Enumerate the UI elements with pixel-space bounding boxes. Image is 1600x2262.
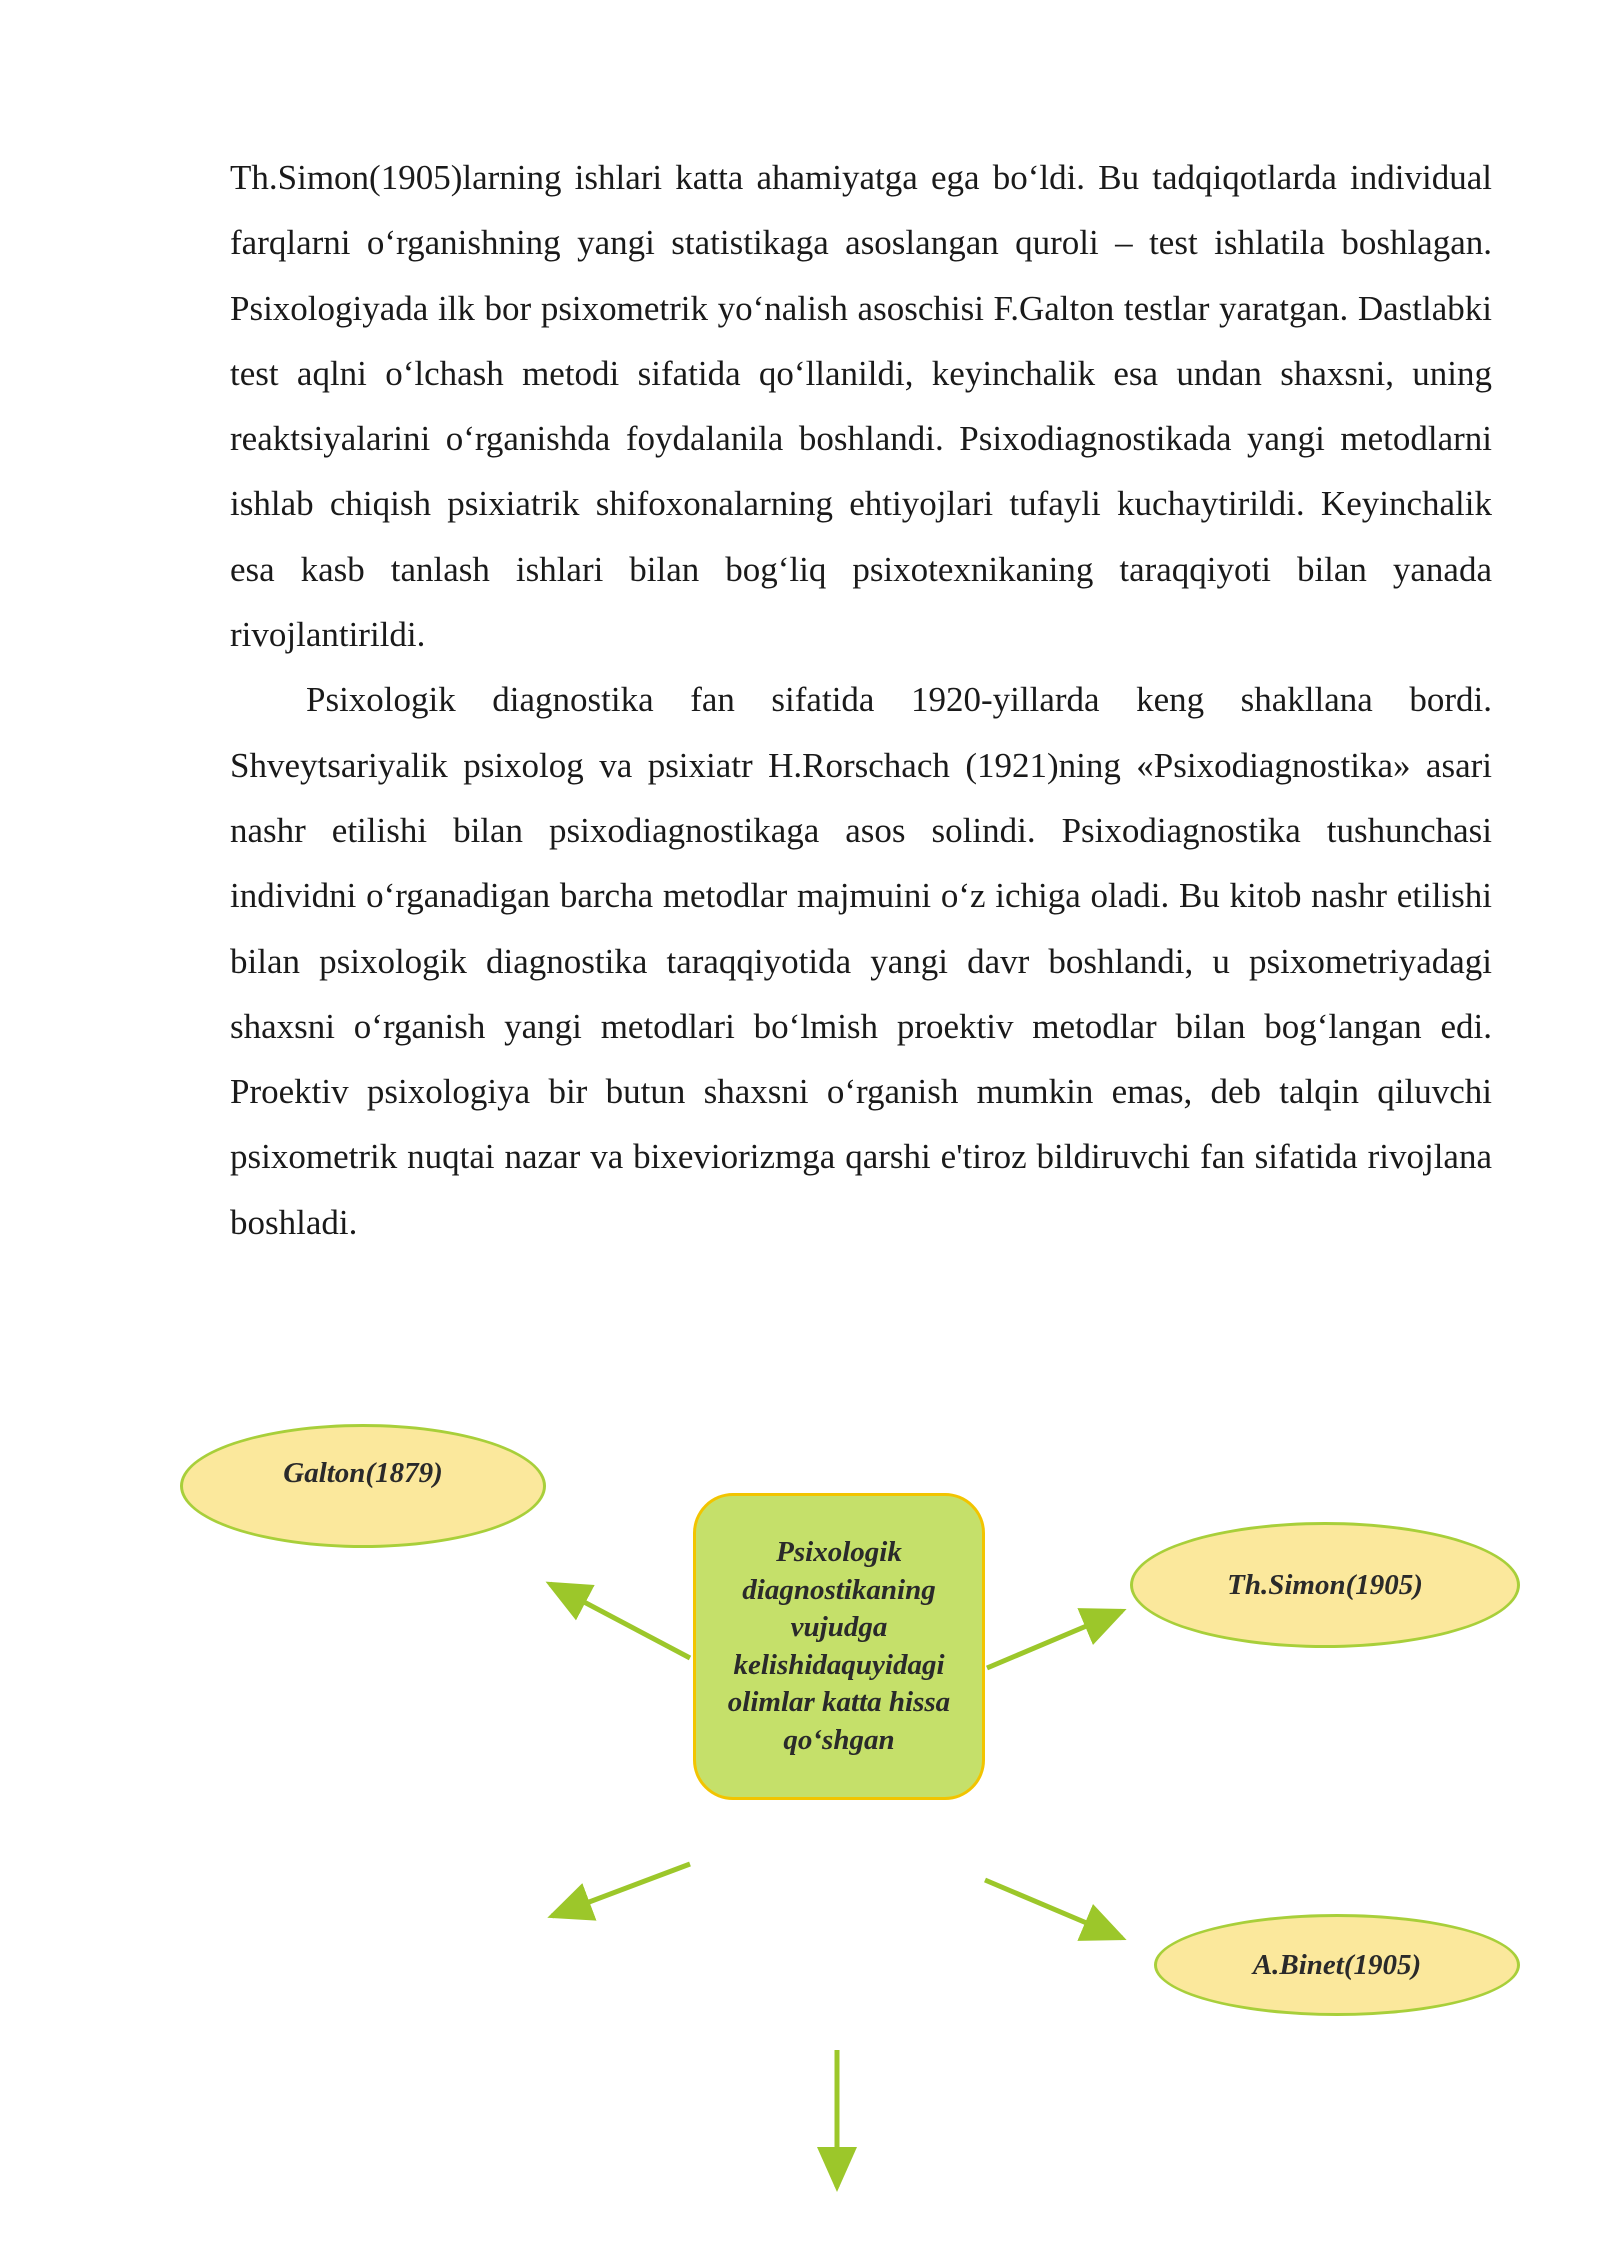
paragraph-1: Th.Simon(1905)larning ishlari katta ahamiyatga ega bo‘ldi. Bu tadqiqotlarda individual farqlarni o‘rganishning yangi statistikaga asoslangan quroli – test ishlatila boshlagan. Psixologiyada ilk bor psixometrik yo‘nalish asoschisi F.Galton testlar yaratgan. Dastlabki test aqlni o‘lchash metodi sifatida qo‘llanildi, keyinchalik esa undan shaxsni, uning reaktsiyalarini o‘rganishda foydalanila boshlandi. Psixodiagnostikada yangi metodlarni ishlab chiqish psixiatrik shifoxonalarning ehtiyojlari tufayli kuchaytirildi. Keyinchalik esa kasb tanlash ishlari bilan bog‘liq psixotexnikaning taraqqiyoti bilan yanada rivojlantirildi. bbox=[230, 158, 1492, 655]
arrow-to-binet bbox=[985, 1880, 1122, 1938]
center-node-label: Psixologik diagnostikaning vujudga kelishidaquyidagi olimlar katta hissa qo‘shgan bbox=[727, 1536, 951, 1756]
arrow-lower-left bbox=[552, 1864, 690, 1916]
paragraph-2: Psixologik diagnostika fan sifatida 1920-yillarda keng shakllana bordi. Shveytsariyalik psixolog va psixiatr H.Rorschach (1921)ning «Psixodiagnostika» asari nashr etilishi bilan psixodiagnostikaga asos solindi. Psixodiagnostika tushunchasi individni o‘rganadigan barcha metodlar majmuini o‘z ichiga oladi. Bu kitob nashr etilishi bilan psixologik diagnostika taraqqiyotida yangi davr boshlandi, u psixometriyadagi shaxsni o‘rganish yangi metodlari bo‘lmish proektiv metodlar bilan bog‘langan edi. Proektiv psixologiya bir butun shaxsni o‘rganish mumkin emas, deb talqin qiluvchi psixometrik nuqtai nazar va bixeviorizmga qarshi e'tiroz bildiruvchi fan sifatida rivojlana boshladi. bbox=[230, 680, 1492, 1242]
center-node bbox=[693, 1493, 985, 1800]
arrow-to-simon bbox=[987, 1611, 1122, 1668]
arrow-to-galton bbox=[550, 1584, 690, 1658]
node-binet bbox=[1154, 1914, 1520, 2016]
node-galton bbox=[180, 1424, 546, 1548]
node-simon-label: Th.Simon(1905) bbox=[1227, 1568, 1423, 1601]
node-simon bbox=[1130, 1522, 1520, 1648]
node-galton-label: Galton(1879) bbox=[283, 1457, 443, 1489]
node-binet-label: A.Binet(1905) bbox=[1252, 1948, 1422, 1981]
